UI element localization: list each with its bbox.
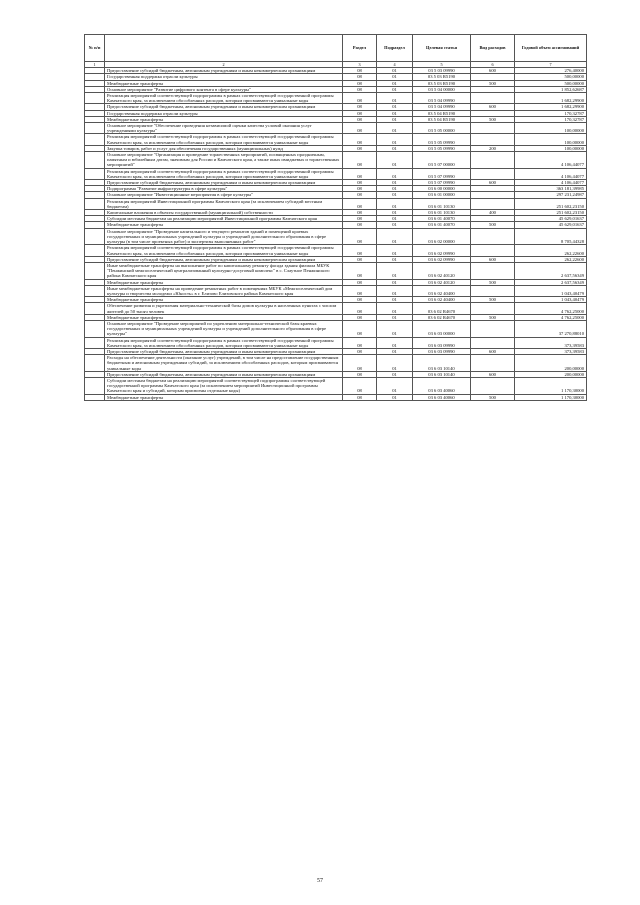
row-name: Иные межбюджетные трансферты на проведение ремонтных работ в помещениях МБУК «Межпоселенческий дом культуры и творчества молодежи «Юность» в г. Елизово Елизовского района Камчатского края xyxy=(105,285,343,296)
row-name: Субсидии местным бюджетам на реализацию мероприятий Инвестиционной программы Камчатского края xyxy=(105,216,343,222)
row-name: Межбюджетные трансферты xyxy=(105,314,343,320)
row-razdel: 08 xyxy=(343,279,377,285)
row-razdel: 08 xyxy=(343,320,377,337)
row-vr: 200 xyxy=(471,145,515,151)
row-vr xyxy=(471,337,515,348)
row-podrazdel: 01 xyxy=(377,192,413,198)
row-razdel: 08 xyxy=(343,86,377,92)
row-podrazdel: 01 xyxy=(377,68,413,74)
header-csr: Целевая статья xyxy=(413,35,471,62)
row-sum: 251 602,23150 xyxy=(515,210,587,216)
row-podrazdel: 01 xyxy=(377,180,413,186)
row-sum: 4 106,44077 xyxy=(515,168,587,179)
row-name: Иные межбюджетные трансферты на выполнение работ по капитальному ремонту фасада здания филиала МБУК "Пенжинский межпоселенческий централизованный культурно-досуговый комплекс" в с. Слаутное Пенжинского района Камчатского края xyxy=(105,262,343,279)
row-name: Межбюджетные трансферты xyxy=(105,297,343,303)
table-row xyxy=(85,168,587,179)
row-csr: 03 6 02 00000 xyxy=(413,228,471,245)
row-name: Предоставление субсидий бюджетным, автономным учреждениям и иным некоммерческим организациям xyxy=(105,256,343,262)
row-sum: 1 852,62687 xyxy=(515,86,587,92)
row-razdel: 08 xyxy=(343,285,377,296)
row-sum: 1 043,40479 xyxy=(515,285,587,296)
row-sum: 251 602,23150 xyxy=(515,198,587,209)
row-sum: 4 762,25000 xyxy=(515,303,587,314)
row-csr: 03 5 04 R5190 xyxy=(413,110,471,116)
row-name: Предоставление субсидий бюджетным, автономным учреждениям и иным некоммерческим организациям xyxy=(105,348,343,354)
row-name: Государственная поддержка отрасли культуры xyxy=(105,74,343,80)
row-podrazdel: 01 xyxy=(377,279,413,285)
row-podrazdel: 01 xyxy=(377,186,413,192)
row-sum: 100,00000 xyxy=(515,134,587,145)
table-row xyxy=(85,93,587,104)
row-razdel: 08 xyxy=(343,377,377,394)
row-csr: 03 6 02 40400 xyxy=(413,285,471,296)
row-name: Межбюджетные трансферты xyxy=(105,116,343,122)
row-csr: 03 6 03 10140 xyxy=(413,355,471,372)
row-sum: 1 682,29900 xyxy=(515,93,587,104)
row-sum: 363 181,39985 xyxy=(515,186,587,192)
row-vr: 400 xyxy=(471,210,515,216)
budget-table xyxy=(84,34,587,401)
row-name: Межбюджетные трансферты xyxy=(105,394,343,400)
row-name: Предоставление субсидий бюджетным, автономным учреждениям и иным некоммерческим организациям xyxy=(105,104,343,110)
row-sum: 4 106,44077 xyxy=(515,180,587,186)
table-row xyxy=(85,134,587,145)
row-name: Обеспечение развития и укрепления материально-технической базы домов культуры в населенных пунктах с числом жителей до 50 тысяч человек xyxy=(105,303,343,314)
header-no: № п/п xyxy=(85,35,105,62)
row-podrazdel: 01 xyxy=(377,216,413,222)
table-row xyxy=(85,228,587,245)
row-csr: 03 6 01 40070 xyxy=(413,222,471,228)
row-sum: 262,22600 xyxy=(515,245,587,256)
row-no xyxy=(85,285,105,296)
row-csr: 03 5 07 09990 xyxy=(413,180,471,186)
row-csr: 03 5 04 09990 xyxy=(413,104,471,110)
row-sum: 200,00000 xyxy=(515,355,587,372)
row-name: Реализация мероприятий соответствующей подпрограммы в рамках соответствующей государственной программы Камчатского края, за исключением обособленных расходов, которым присваиваются уникальные коды xyxy=(105,168,343,179)
row-csr: 03 5 04 00000 xyxy=(413,86,471,92)
table-row xyxy=(85,262,587,279)
row-sum: 373,39583 xyxy=(515,337,587,348)
row-vr xyxy=(471,93,515,104)
row-name: Основное мероприятие "Проведение капитального и текущего ремонтов зданий и помещений краевых государственных и муниципальных учреждений культуры и учреждений дополнительного образования в сфере культуры (в том числе проектных работ) и экспертизы выполненных работ" xyxy=(105,228,343,245)
row-no xyxy=(85,262,105,279)
row-name: Реализация мероприятий соответствующей подпрограммы в рамках соответствующей государственной программы Камчатского края, за исключением обособленных расходов, которым присваиваются уникальные коды xyxy=(105,134,343,145)
table-row xyxy=(85,320,587,337)
table-row xyxy=(85,394,587,400)
row-vr: 600 xyxy=(471,256,515,262)
table-row xyxy=(85,337,587,348)
row-razdel: 08 xyxy=(343,314,377,320)
row-vr: 500 xyxy=(471,279,515,285)
row-csr: 03 6 01 10130 xyxy=(413,210,471,216)
row-podrazdel: 01 xyxy=(377,110,413,116)
row-podrazdel: 01 xyxy=(377,198,413,209)
row-no xyxy=(85,320,105,337)
row-no xyxy=(85,134,105,145)
row-name: Закупка товаров, работ и услуг для обеспечения государственных (муниципальных) нужд xyxy=(105,145,343,151)
header-podrazdel: Подраздел xyxy=(377,35,413,62)
row-vr xyxy=(471,134,515,145)
row-sum: 45 629,01637 xyxy=(515,222,587,228)
colnum: 2 xyxy=(105,62,343,68)
table-row xyxy=(85,355,587,372)
row-sum: 373,39583 xyxy=(515,348,587,354)
colnum: 5 xyxy=(413,62,471,68)
row-name: Капитальные вложения в объекты государственной (муниципальной) собственности xyxy=(105,210,343,216)
row-csr: 03 6 02 40120 xyxy=(413,279,471,285)
row-razdel: 08 xyxy=(343,222,377,228)
row-no xyxy=(85,168,105,179)
row-vr xyxy=(471,123,515,134)
row-no xyxy=(85,152,105,169)
row-podrazdel: 01 xyxy=(377,86,413,92)
row-sum: 2 637,56349 xyxy=(515,279,587,285)
table-row xyxy=(85,245,587,256)
row-podrazdel: 01 xyxy=(377,314,413,320)
row-razdel: 08 xyxy=(343,262,377,279)
row-razdel: 08 xyxy=(343,74,377,80)
row-vr: 500 xyxy=(471,116,515,122)
table-row xyxy=(85,285,587,296)
row-razdel: 08 xyxy=(343,180,377,186)
row-csr: 03 5 05 09990 xyxy=(413,134,471,145)
row-vr xyxy=(471,377,515,394)
row-podrazdel: 01 xyxy=(377,134,413,145)
row-no xyxy=(85,198,105,209)
row-podrazdel: 01 xyxy=(377,145,413,151)
row-podrazdel: 01 xyxy=(377,320,413,337)
page-number: 57 xyxy=(317,878,323,884)
row-sum: 500,00000 xyxy=(515,80,587,86)
row-sum: 100,00000 xyxy=(515,123,587,134)
row-csr: 03 6 02 40120 xyxy=(413,262,471,279)
row-name: Государственная поддержка отрасли культуры xyxy=(105,110,343,116)
row-sum: 45 629,01637 xyxy=(515,216,587,222)
row-razdel: 08 xyxy=(343,371,377,377)
row-razdel: 08 xyxy=(343,337,377,348)
row-csr: 03 6 03 09990 xyxy=(413,348,471,354)
row-csr: 03 6 03 09990 xyxy=(413,337,471,348)
row-csr: 03 6 02 09990 xyxy=(413,245,471,256)
row-csr: 03 5 04 09990 xyxy=(413,93,471,104)
row-no xyxy=(85,394,105,400)
row-razdel: 08 xyxy=(343,297,377,303)
row-podrazdel: 01 xyxy=(377,377,413,394)
row-sum: 1 043,40479 xyxy=(515,297,587,303)
row-vr: 600 xyxy=(471,68,515,74)
row-vr xyxy=(471,152,515,169)
row-name: Субсидии местным бюджетам на реализацию мероприятий соответствующей подпрограммы соответствующей государственной программы Камчатского края (за исключением мероприятий Инвестиционной программы Камчатского края и субсидий, которым присвоены отдельные коды) xyxy=(105,377,343,394)
colnum: 7 xyxy=(515,62,587,68)
row-sum: 1 170,30000 xyxy=(515,377,587,394)
colnum: 6 xyxy=(471,62,515,68)
row-vr xyxy=(471,303,515,314)
row-no xyxy=(85,123,105,134)
row-podrazdel: 01 xyxy=(377,228,413,245)
table-body xyxy=(85,68,587,401)
row-csr: 03 5 07 09990 xyxy=(413,168,471,179)
row-vr: 600 xyxy=(471,348,515,354)
row-sum: 8 705,44328 xyxy=(515,228,587,245)
row-no xyxy=(85,93,105,104)
row-vr: 600 xyxy=(471,180,515,186)
row-vr xyxy=(471,245,515,256)
table-row xyxy=(85,152,587,169)
row-podrazdel: 01 xyxy=(377,74,413,80)
header-row xyxy=(85,35,587,62)
row-razdel: 08 xyxy=(343,192,377,198)
row-no xyxy=(85,377,105,394)
row-razdel: 08 xyxy=(343,145,377,151)
row-name: Реализация мероприятий соответствующей подпрограммы в рамках соответствующей государственной программы Камчатского края, за исключением обособленных расходов, которым присваиваются уникальные коды xyxy=(105,245,343,256)
table-row xyxy=(85,198,587,209)
row-name: Основное мероприятие "Развитие цифрового контента в сфере культуры" xyxy=(105,86,343,92)
row-razdel: 08 xyxy=(343,68,377,74)
row-sum: 2 637,56349 xyxy=(515,262,587,279)
row-vr: 500 xyxy=(471,80,515,86)
row-podrazdel: 01 xyxy=(377,245,413,256)
row-sum: 276,40000 xyxy=(515,68,587,74)
row-razdel: 08 xyxy=(343,256,377,262)
row-razdel: 08 xyxy=(343,303,377,314)
row-sum: 4 762,25000 xyxy=(515,314,587,320)
row-podrazdel: 01 xyxy=(377,262,413,279)
row-csr: 03 6 02 R4670 xyxy=(413,314,471,320)
table-row xyxy=(85,377,587,394)
row-csr: 03 6 01 10130 xyxy=(413,198,471,209)
row-sum: 1 170,30000 xyxy=(515,394,587,400)
row-podrazdel: 01 xyxy=(377,355,413,372)
row-name: Расходы на обеспечение деятельности (оказание услуг) учреждений, в том числе на предоставление государственным бюджетным и автономным учреждениям субсидий, за исключением обособленных расходов, которым присваиваются уникальные коды xyxy=(105,355,343,372)
row-sum: 4 106,44077 xyxy=(515,152,587,169)
row-razdel: 08 xyxy=(343,152,377,169)
row-podrazdel: 01 xyxy=(377,222,413,228)
header-name xyxy=(105,35,343,62)
row-csr: 03 6 01 00000 xyxy=(413,192,471,198)
row-sum: 170,32787 xyxy=(515,110,587,116)
row-vr xyxy=(471,168,515,179)
row-no xyxy=(85,245,105,256)
row-sum: 262,22600 xyxy=(515,256,587,262)
row-csr: 03 6 03 10140 xyxy=(413,371,471,377)
row-podrazdel: 01 xyxy=(377,80,413,86)
row-podrazdel: 01 xyxy=(377,210,413,216)
row-razdel: 08 xyxy=(343,110,377,116)
row-razdel: 08 xyxy=(343,134,377,145)
row-name: Межбюджетные трансферты xyxy=(105,80,343,86)
row-no xyxy=(85,355,105,372)
row-vr xyxy=(471,262,515,279)
row-razdel: 08 xyxy=(343,355,377,372)
row-razdel: 08 xyxy=(343,210,377,216)
row-podrazdel: 01 xyxy=(377,256,413,262)
row-name: Основное мероприятие "Проведение мероприятий по укреплению материально-технической базы краевых государственных и муниципальных учреждений культуры и учреждений дополнительного образования в сфере культуры" xyxy=(105,320,343,337)
row-podrazdel: 01 xyxy=(377,303,413,314)
row-name: Основное мероприятие "Инвестиционные мероприятия в сфере культуры" xyxy=(105,192,343,198)
row-vr xyxy=(471,228,515,245)
row-sum: 37 270,88010 xyxy=(515,320,587,337)
row-csr: 03 6 03 00000 xyxy=(413,320,471,337)
row-name: Предоставление субсидий бюджетным, автономным учреждениям и иным некоммерческим организациям xyxy=(105,68,343,74)
row-razdel: 08 xyxy=(343,104,377,110)
row-sum: 1 682,29900 xyxy=(515,104,587,110)
row-razdel: 08 xyxy=(343,198,377,209)
row-csr: 03 5 03 09990 xyxy=(413,68,471,74)
header-vr: Вид расходов xyxy=(471,35,515,62)
row-sum: 200,00000 xyxy=(515,371,587,377)
row-razdel: 08 xyxy=(343,123,377,134)
row-podrazdel: 01 xyxy=(377,123,413,134)
row-name: Предоставление субсидий бюджетным, автономным учреждениям и иным некоммерческим организациям xyxy=(105,180,343,186)
row-vr: 500 xyxy=(471,394,515,400)
row-razdel: 08 xyxy=(343,245,377,256)
row-csr: 03 5 05 00000 xyxy=(413,123,471,134)
row-razdel: 08 xyxy=(343,80,377,86)
colnum: 4 xyxy=(377,62,413,68)
row-name: Межбюджетные трансферты xyxy=(105,222,343,228)
row-sum: 500,00000 xyxy=(515,74,587,80)
row-razdel: 08 xyxy=(343,348,377,354)
row-name: Предоставление субсидий бюджетным, автономным учреждениям и иным некоммерческим организациям xyxy=(105,371,343,377)
row-razdel: 08 xyxy=(343,186,377,192)
row-vr: 600 xyxy=(471,104,515,110)
row-sum: 100,00000 xyxy=(515,145,587,151)
row-no xyxy=(85,303,105,314)
row-csr: 03 6 01 40070 xyxy=(413,216,471,222)
row-podrazdel: 01 xyxy=(377,104,413,110)
row-csr: 03 6 02 R4670 xyxy=(413,303,471,314)
row-podrazdel: 01 xyxy=(377,93,413,104)
row-vr: 600 xyxy=(471,371,515,377)
row-csr: 03 5 03 R5190 xyxy=(413,80,471,86)
row-podrazdel: 01 xyxy=(377,116,413,122)
row-razdel: 08 xyxy=(343,228,377,245)
row-csr: 03 6 02 09990 xyxy=(413,256,471,262)
row-no xyxy=(85,337,105,348)
row-razdel: 08 xyxy=(343,168,377,179)
row-vr xyxy=(471,285,515,296)
table-row xyxy=(85,123,587,134)
row-csr: 03 6 03 40060 xyxy=(413,377,471,394)
row-podrazdel: 01 xyxy=(377,285,413,296)
row-podrazdel: 01 xyxy=(377,168,413,179)
row-podrazdel: 01 xyxy=(377,152,413,169)
row-csr: 03 5 04 R5190 xyxy=(413,116,471,122)
row-podrazdel: 01 xyxy=(377,337,413,348)
row-razdel: 08 xyxy=(343,93,377,104)
row-name: Основное мероприятие "Организация и проведение торжественных мероприятий, посвященных праздничным, памятным и юбилейным датам, значимым для России и Камчатского края, а также иных имиджевых и торжественных мероприятий" xyxy=(105,152,343,169)
row-no xyxy=(85,228,105,245)
row-razdel: 08 xyxy=(343,216,377,222)
row-vr xyxy=(471,198,515,209)
header-sum: Годовой объем ассигнований xyxy=(515,35,587,62)
row-name: Реализация мероприятий соответствующей подпрограммы в рамках соответствующей государственной программы Камчатского края, за исключением обособленных расходов, которым присваиваются уникальные коды xyxy=(105,337,343,348)
row-name: Основное мероприятие "Обеспечение проведения независимой оценки качества условий оказания услуг учреждениями культуры" xyxy=(105,123,343,134)
row-name: Подпрограмма "Развитие инфраструктуры в сфере культуры" xyxy=(105,186,343,192)
row-vr: 500 xyxy=(471,222,515,228)
table-row xyxy=(85,303,587,314)
row-csr: 03 5 05 09990 xyxy=(413,145,471,151)
row-csr: 03 5 07 00000 xyxy=(413,152,471,169)
row-sum: 297 231,24987 xyxy=(515,192,587,198)
row-vr xyxy=(471,355,515,372)
row-csr: 03 5 03 R5190 xyxy=(413,74,471,80)
row-podrazdel: 01 xyxy=(377,348,413,354)
row-name: Межбюджетные трансферты xyxy=(105,279,343,285)
row-razdel: 08 xyxy=(343,394,377,400)
header-razdel: Раздел xyxy=(343,35,377,62)
row-podrazdel: 01 xyxy=(377,371,413,377)
row-vr: 500 xyxy=(471,314,515,320)
row-vr: 500 xyxy=(471,297,515,303)
row-csr: 03 6 03 40060 xyxy=(413,394,471,400)
row-csr: 03 6 00 00000 xyxy=(413,186,471,192)
row-name: Реализация мероприятий Инвестиционной программы Камчатского края (за исключением субсидий местным бюджетам) xyxy=(105,198,343,209)
colnum: 3 xyxy=(343,62,377,68)
row-csr: 03 6 02 40400 xyxy=(413,297,471,303)
row-sum: 170,32787 xyxy=(515,116,587,122)
row-razdel: 08 xyxy=(343,116,377,122)
colnum: 1 xyxy=(85,62,105,68)
row-podrazdel: 01 xyxy=(377,297,413,303)
row-vr xyxy=(471,320,515,337)
row-name: Реализация мероприятий соответствующей подпрограммы в рамках соответствующей государственной программы Камчатского края, за исключением обособленных расходов, которым присваиваются уникальные коды xyxy=(105,93,343,104)
row-podrazdel: 01 xyxy=(377,394,413,400)
